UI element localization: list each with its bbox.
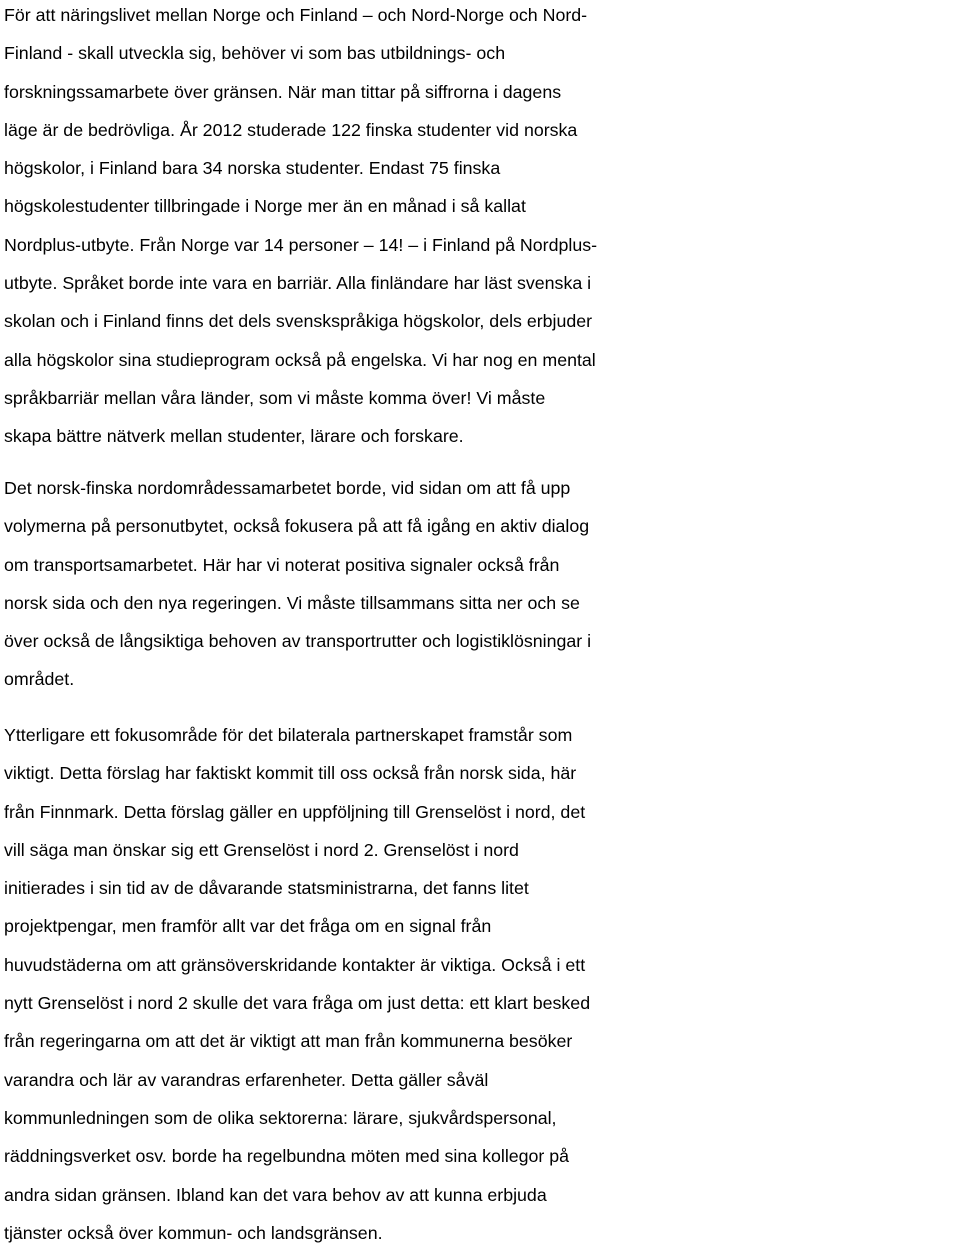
text-line: forskningssamarbete över gränsen. När man tittar på siffrorna i dagens [4,81,562,102]
text-line: norsk sida och den nya regeringen. Vi måste tillsammans sitta ner och se [4,592,580,613]
paragraph-transport-cooperation [4,469,956,699]
text-line: språkbarriär mellan våra länder, som vi måste komma över! Vi måste [4,387,546,408]
text-line: skapa bättre nätverk mellan studenter, lärare och forskare. [4,426,464,447]
text-line: från Finnmark. Detta förslag gäller en uppföljning till Grenselöst i nord, det [4,801,586,822]
text-line: varandra och lär av varandras erfarenheter. Detta gäller såväl [4,1069,489,1090]
text-line: skolan och i Finland finns det dels svenskspråkiga högskolor, dels erbjuder [4,311,593,332]
text-line: området. [4,669,75,690]
text-line: Finland - skall utveckla sig, behöver vi som bas utbildnings- och [4,43,506,64]
text-line: läge är de bedrövliga. År 2012 studerade 122 finska studenter vid norska [4,119,578,140]
text-line: viktigt. Detta förslag har faktiskt kommit till oss också från norsk sida, här [4,763,577,784]
text-line: från regeringarna om att det är viktigt att man från kommunerna besöker [4,1031,573,1052]
text-line: utbyte. Språket borde inte vara en barriär. Alla finländare har läst svenska i [4,273,592,294]
text-line: högskolestudenter tillbringade i Norge mer än en månad i så kallat [4,196,526,217]
paragraph-bilateral-partnership [4,716,956,1252]
text-line: tjänster också över kommun- och landsgränsen. [4,1222,383,1243]
text-line: alla högskolor sina studieprogram också på engelska. Vi har nog en mental [4,349,596,370]
text-line: räddningsverket osv. borde ha regelbundna möten med sina kollegor på [4,1146,570,1167]
text-line: huvudstäderna om att gränsöverskridande kontakter är viktiga. Också i ett [4,954,586,975]
text-line: initierades i sin tid av de dåvarande statsministrarna, det fanns litet [4,878,529,899]
text-line: högskolor, i Finland bara 34 norska studenter. Endast 75 finska [4,158,501,179]
text-line: nytt Grenselöst i nord 2 skulle det vara fråga om just detta: ett klart besked [4,993,591,1014]
text-line: volymerna på personutbytet, också fokusera på att få igång en aktiv dialog [4,516,590,537]
paragraph-education-cooperation [4,0,956,456]
text-line: andra sidan gränsen. Ibland kan det vara behov av att kunna erbjuda [4,1184,547,1205]
text-line: Ytterligare ett fokusområde för det bilaterala partnerskapet framstår som [4,725,573,745]
text-line: projektpengar, men framför allt var det fråga om en signal från [4,916,492,937]
text-line: Nordplus-utbyte. Från Norge var 14 personer – 14! – i Finland på Nordplus- [4,234,598,255]
text-line: För att näringslivet mellan Norge och Finland – och Nord-Norge och Nord- [4,5,588,25]
text-line: över också de långsiktiga behoven av transportrutter och logistiklösningar i [4,631,592,652]
text-line: vill säga man önskar sig ett Grenselöst i nord 2. Grenselöst i nord [4,839,519,860]
text-line: kommunledningen som de olika sektorerna: lärare, sjukvårdspersonal, [4,1107,557,1128]
text-line: Det norsk-finska nordområdessamarbetet borde, vid sidan om att få upp [4,478,571,498]
text-line: om transportsamarbetet. Här har vi noterat positiva signaler också från [4,554,560,575]
